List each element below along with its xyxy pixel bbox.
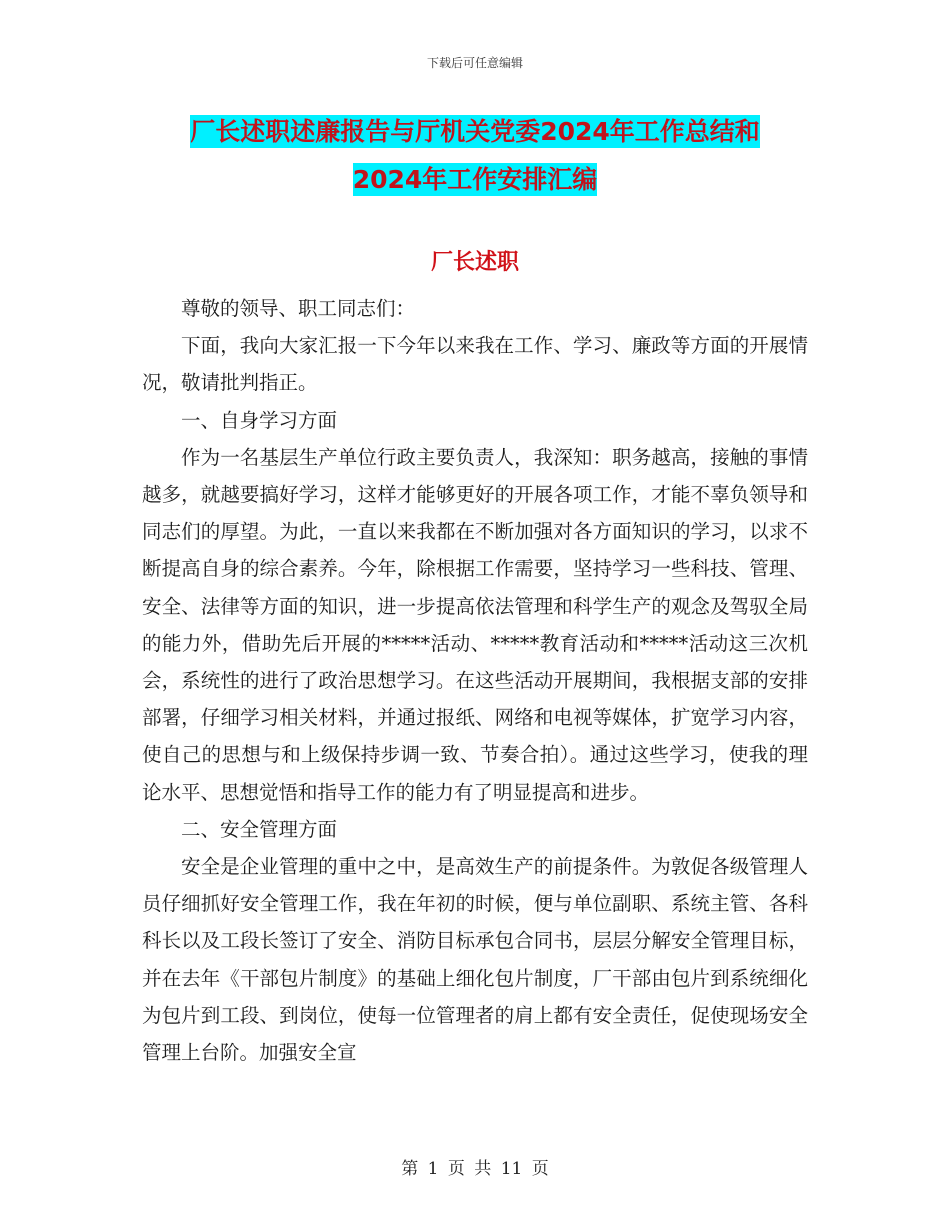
page-footer: 第 1 页 共 11 页 (401, 1159, 549, 1179)
heading-study: 一、自身学习方面 (181, 408, 338, 432)
body-text (142, 290, 808, 1071)
header-note: 下载后可任意编辑 (426, 56, 523, 70)
heading-safety: 二、安全管理方面 (181, 817, 338, 841)
document-title (140, 108, 810, 204)
title-line-1: 厂长述职述廉报告与厅机关党委2024年工作总结和 (190, 117, 760, 146)
title-line-2: 2024年工作安排汇编 (352, 165, 598, 194)
paragraph-safety: 安全是企业管理的重中之中，是高效生产的前提条件。为敦促各级管理人员仔细抓好安全管理工作，我在年初的时候，便与单位副职、系统主管、各科科长以及工段长签订了安全、消防目标承包合同书，层层分解安全管理目标，并在去年《干部包片制度》的基础上细化包片制度，厂干部由包片到系统细化为包片到工段、到岗位，使每一位管理者的肩上都有安全责任，促使现场安全管理上台阶。加强安全宣 (142, 855, 808, 1065)
paragraph-study: 作为一名基层生产单位行政主要负责人，我深知：职务越高，接触的事情越多，就越要搞好学习，这样才能够更好的开展各项工作，才能不辜负领导和同志们的厚望。为此，一直以来我都在不断加强对各方面知识的学习，以求不断提高自身的综合素养。今年，除根据工作需要，坚持学习一些科技、管理、安全、法律等方面的知识，进一步提高依法管理和科学生产的观念及驾驭全局的能力外，借助先后开展的*****活动、*****教育活动和*****活动这三次机会，系统性的进行了政治思想学习。在这些活动开展期间，我根据支部的安排部署，仔细学习相关材料，并通过报纸、网络和电视等媒体，扩宽学习内容，使自己的思想与和上级保持步调一致、节奏合拍）。通过这些学习，使我的理论水平、思想觉悟和指导工作的能力有了明显提高和进步。 (142, 445, 808, 804)
section-title: 厂长述职 (430, 250, 519, 275)
paragraph-salutation: 尊敬的领导、职工同志们： (181, 297, 416, 320)
paragraph-intro: 下面，我向大家汇报一下今年以来我在工作、学习、廉政等方面的开展情况，敬请批判指正。 (142, 334, 808, 395)
